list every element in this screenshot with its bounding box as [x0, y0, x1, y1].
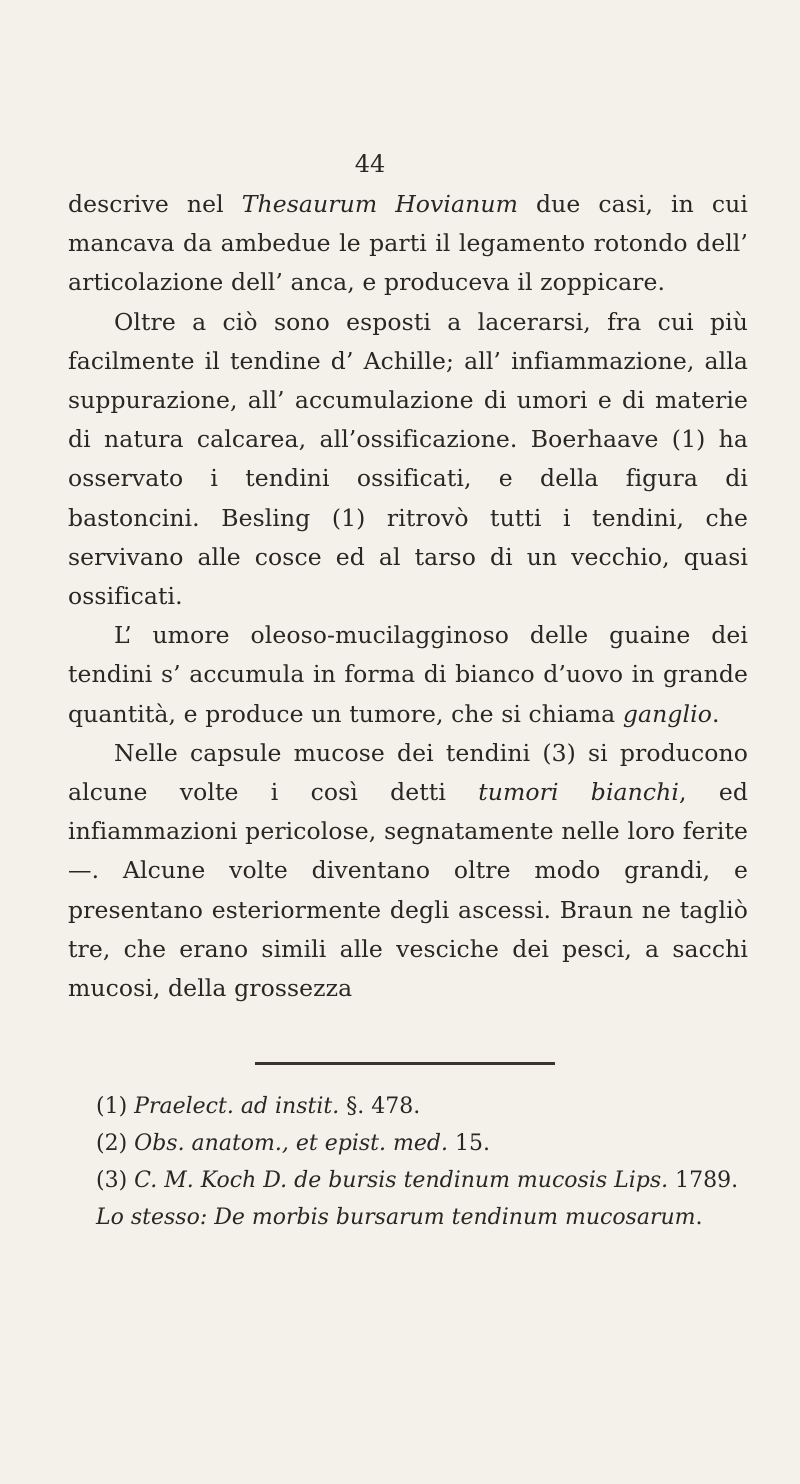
paragraph-1-title: Thesaurum Hovianum: [241, 190, 518, 218]
footnote-3-ref-b: Lo stesso: De morbis bursarum tendinum mucosarum: [96, 1205, 696, 1230]
page-number: 44: [354, 150, 386, 178]
paragraph-4: [68, 734, 748, 1008]
footnote-1: [70, 1088, 750, 1125]
paragraph-3-text-a: L’ umore oleoso-mucilagginoso delle guaine dei tendini s’ accumula in forma di bianco d’uovo in grande quantità, e produce un tumore, che si chiama: [68, 621, 748, 728]
paragraph-3: [68, 616, 748, 734]
footnote-1-number: (1): [96, 1094, 135, 1119]
paragraph-4-text-b: , ed infiammazioni pericolose, segnatamente nelle loro ferite —. Alcune volte diventano oltre modo grandi, e presentano esteriormente degli ascessi. Braun ne tagliò tre, che erano simili alle vesciche dei pesci, a sacchi mucosi, della grossezza: [68, 778, 748, 1003]
footnote-2-page: 15.: [447, 1131, 490, 1156]
paragraph-1-text-a: descrive nel: [68, 190, 242, 218]
footnote-1-ref: Praelect. ad instit.: [134, 1094, 340, 1119]
paragraph-4-term: tumori bianchi: [478, 778, 680, 807]
footnote-2-ref: Obs. anatom., et epist. med.: [134, 1131, 448, 1156]
footnote-3-number: (3): [96, 1168, 135, 1193]
paragraph-3-text-b: .: [711, 699, 720, 728]
paragraph-4-text-a: Nelle capsule mucose dei tendini (3) si producono alcune volte i così detti: [68, 738, 748, 807]
footnotes: [70, 1088, 750, 1236]
footnote-divider: [255, 1062, 555, 1065]
footnote-2: [70, 1125, 750, 1162]
footnote-3: [70, 1162, 750, 1236]
paragraph-1-text-b: due casi, in cui mancava da ambedue le parti il legamento rotondo dell’ articolazione dell’ anca, e produceva il zoppicare.: [68, 190, 748, 297]
footnote-3-year: 1789.: [668, 1168, 739, 1193]
main-text: [68, 185, 748, 1008]
footnote-3-end: .: [695, 1205, 703, 1230]
footnote-1-section: §. 478.: [339, 1094, 421, 1119]
paragraph-2: Oltre a ciò sono esposti a lacerarsi, fra cui più facilmente il tendine d’ Achille; all’ infiammazione, alla suppurazione, all’ accumulazione di umori e di materie di natura calcarea, all’ossificazione. Boerhaave (1) ha osservato i tendini ossificati, e della figura di bastoncini. Besling (1) ritrovò tutti i tendini, che servivano alle cosce ed al tarso di un vecchio, quasi ossificati.: [68, 307, 748, 611]
paragraph-1: [68, 185, 748, 303]
footnote-2-number: (2): [96, 1131, 135, 1156]
paragraph-3-term: ganglio: [622, 699, 712, 728]
footnote-3-ref: C. M. Koch D. de bursis tendinum mucosis Lips.: [134, 1168, 669, 1193]
